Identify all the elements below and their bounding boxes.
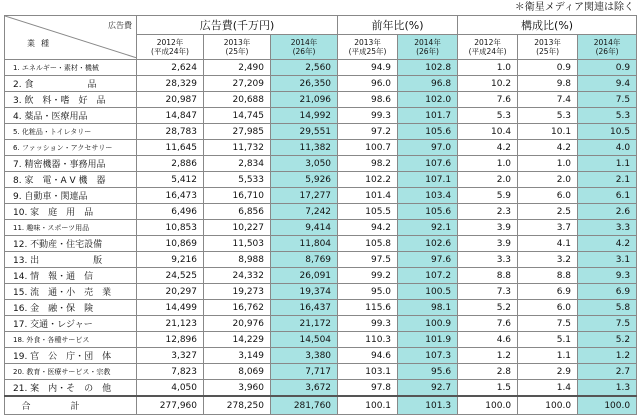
value-cell: 95.6	[398, 364, 458, 380]
value-cell: 19,374	[271, 284, 338, 300]
value-cell: 17,277	[271, 188, 338, 204]
value-cell: 7.4	[518, 92, 578, 108]
value-cell: 100.0	[578, 396, 637, 415]
value-cell: 103.1	[338, 364, 398, 380]
value-cell: 5.3	[458, 108, 518, 124]
value-cell: 102.8	[398, 60, 458, 76]
value-cell: 28,783	[137, 124, 204, 140]
industry-label: 7. 精密機器・事務用品	[5, 156, 137, 172]
group-header-composition: 構成比(%)	[458, 16, 637, 35]
total-label: 合計	[5, 396, 137, 415]
table-row	[5, 380, 637, 397]
industry-label: 20. 教育・医療サービス・宗教	[5, 364, 137, 380]
value-cell: 7.5	[578, 92, 637, 108]
value-cell: 2.0	[458, 172, 518, 188]
industry-label: 5. 化粧品・トイレタリー	[5, 124, 137, 140]
value-cell: 278,250	[204, 396, 271, 415]
value-cell: 100.5	[398, 284, 458, 300]
value-cell: 6.0	[518, 188, 578, 204]
value-cell: 10.4	[458, 124, 518, 140]
value-cell: 3.3	[458, 252, 518, 268]
value-cell: 7.5	[518, 316, 578, 332]
value-cell: 98.6	[338, 92, 398, 108]
value-cell: 2.5	[518, 204, 578, 220]
value-cell: 3.9	[458, 236, 518, 252]
value-cell: 107.1	[398, 172, 458, 188]
value-cell: 5,412	[137, 172, 204, 188]
value-cell: 11,645	[137, 140, 204, 156]
table-row	[5, 108, 637, 124]
value-cell: 5.2	[458, 300, 518, 316]
value-cell: 105.6	[398, 124, 458, 140]
value-cell: 5.2	[578, 332, 637, 348]
industry-label: 13. 出 版	[5, 252, 137, 268]
value-cell: 20,976	[204, 316, 271, 332]
value-cell: 3,327	[137, 348, 204, 364]
sub-header-era: (26年)	[292, 47, 316, 56]
value-cell: 14,847	[137, 108, 204, 124]
value-cell: 97.5	[338, 252, 398, 268]
value-cell: 2.9	[518, 364, 578, 380]
table-row	[5, 188, 637, 204]
value-cell: 101.9	[398, 332, 458, 348]
value-cell: 101.3	[398, 396, 458, 415]
industry-label: 11. 趣味・スポーツ用品	[5, 220, 137, 236]
value-cell: 105.6	[398, 204, 458, 220]
value-cell: 6.0	[518, 300, 578, 316]
table-row	[5, 364, 637, 380]
value-cell: 94.6	[338, 348, 398, 364]
value-cell: 99.3	[338, 316, 398, 332]
industry-label: 12. 不動産・住宅設備	[5, 236, 137, 252]
value-cell: 14,992	[271, 108, 338, 124]
industry-label: 16. 金 融・保 険	[5, 300, 137, 316]
sub-header-year: 2013年	[534, 38, 561, 47]
table-body	[5, 60, 637, 415]
value-cell: 6.1	[578, 188, 637, 204]
value-cell: 4.6	[458, 332, 518, 348]
value-cell: 14,229	[204, 332, 271, 348]
value-cell: 6.9	[578, 284, 637, 300]
value-cell: 0.9	[578, 60, 637, 76]
value-cell: 10.5	[578, 124, 637, 140]
value-cell: 0.9	[518, 60, 578, 76]
value-cell: 99.2	[338, 268, 398, 284]
value-cell: 98.2	[338, 156, 398, 172]
value-cell: 5,533	[204, 172, 271, 188]
value-cell: 10.2	[458, 76, 518, 92]
value-cell: 4.1	[518, 236, 578, 252]
value-cell: 2,886	[137, 156, 204, 172]
table-row	[5, 124, 637, 140]
value-cell: 2.0	[518, 172, 578, 188]
value-cell: 110.3	[338, 332, 398, 348]
value-cell: 10,853	[137, 220, 204, 236]
value-cell: 10.1	[518, 124, 578, 140]
table-row	[5, 236, 637, 252]
value-cell: 19,273	[204, 284, 271, 300]
corner-label-industry: 業種	[27, 39, 55, 48]
value-cell: 1.2	[458, 348, 518, 364]
table-row	[5, 204, 637, 220]
value-cell: 10,227	[204, 220, 271, 236]
value-cell: 1.3	[578, 380, 637, 397]
value-cell: 8.8	[518, 268, 578, 284]
value-cell: 3.3	[578, 220, 637, 236]
value-cell: 2,490	[204, 60, 271, 76]
value-cell: 3,149	[204, 348, 271, 364]
table-row	[5, 156, 637, 172]
value-cell: 7,242	[271, 204, 338, 220]
value-cell: 7.5	[578, 316, 637, 332]
value-cell: 107.3	[398, 348, 458, 364]
value-cell: 4.2	[458, 140, 518, 156]
value-cell: 14,504	[271, 332, 338, 348]
value-cell: 4.2	[578, 236, 637, 252]
table-row	[5, 348, 637, 364]
ad-expenditure-table	[4, 15, 637, 415]
value-cell: 1.2	[578, 348, 637, 364]
value-cell: 1.0	[518, 156, 578, 172]
table-row	[5, 284, 637, 300]
sub-header-cell	[137, 35, 204, 60]
sub-header-era: (平成25年)	[348, 47, 387, 56]
value-cell: 1.5	[458, 380, 518, 397]
value-cell: 16,437	[271, 300, 338, 316]
value-cell: 115.6	[338, 300, 398, 316]
footnote-satellite-excluded: ＊衛星メディア関連は除く	[514, 2, 634, 13]
value-cell: 29,551	[271, 124, 338, 140]
value-cell: 94.2	[338, 220, 398, 236]
value-cell: 5.3	[518, 108, 578, 124]
value-cell: 100.0	[458, 396, 518, 415]
sub-header-era: (平成24年)	[151, 47, 189, 56]
value-cell: 24,332	[204, 268, 271, 284]
value-cell: 5.9	[458, 188, 518, 204]
industry-label: 15. 流 通・小 売 業	[5, 284, 137, 300]
value-cell: 105.5	[338, 204, 398, 220]
value-cell: 21,172	[271, 316, 338, 332]
value-cell: 98.1	[398, 300, 458, 316]
value-cell: 100.9	[398, 316, 458, 332]
value-cell: 95.0	[338, 284, 398, 300]
value-cell: 94.9	[338, 60, 398, 76]
value-cell: 105.8	[338, 236, 398, 252]
value-cell: 14,745	[204, 108, 271, 124]
value-cell: 100.1	[338, 396, 398, 415]
value-cell: 3,050	[271, 156, 338, 172]
value-cell: 277,960	[137, 396, 204, 415]
value-cell: 97.8	[338, 380, 398, 397]
value-cell: 97.2	[338, 124, 398, 140]
value-cell: 5.8	[578, 300, 637, 316]
value-cell: 2,834	[204, 156, 271, 172]
sub-header-era: (26年)	[416, 47, 439, 56]
value-cell: 20,297	[137, 284, 204, 300]
value-cell: 100.0	[518, 396, 578, 415]
sub-header-year: 2012年	[156, 38, 184, 47]
sub-header-cell	[518, 35, 578, 60]
value-cell: 2.1	[578, 172, 637, 188]
sub-header-year: 2014年	[593, 38, 621, 47]
sub-header-year: 2013年	[223, 38, 251, 47]
value-cell: 4.2	[518, 140, 578, 156]
table-row	[5, 300, 637, 316]
value-cell: 2.8	[458, 364, 518, 380]
value-cell: 16,762	[204, 300, 271, 316]
value-cell: 21,096	[271, 92, 338, 108]
sub-header-cell	[398, 35, 458, 60]
value-cell: 1.0	[458, 60, 518, 76]
sub-header-year: 2014年	[290, 38, 318, 47]
value-cell: 5.1	[518, 332, 578, 348]
value-cell: 2,560	[271, 60, 338, 76]
sub-header-era: (25年)	[225, 47, 249, 56]
value-cell: 6,496	[137, 204, 204, 220]
industry-label: 3. 飲 料・嗜 好 品	[5, 92, 137, 108]
value-cell: 20,987	[137, 92, 204, 108]
value-cell: 11,732	[204, 140, 271, 156]
industry-label: 19. 官 公 庁・団 体	[5, 348, 137, 364]
table-row	[5, 76, 637, 92]
value-cell: 4.0	[578, 140, 637, 156]
value-cell: 3,672	[271, 380, 338, 397]
table-row	[5, 332, 637, 348]
sub-header-cell	[204, 35, 271, 60]
group-header-yoy: 前年比(%)	[338, 16, 458, 35]
value-cell: 3.7	[518, 220, 578, 236]
value-cell: 7.6	[458, 92, 518, 108]
industry-label: 6. ファッション・アクセサリー	[5, 140, 137, 156]
value-cell: 99.3	[338, 108, 398, 124]
value-cell: 7.6	[458, 316, 518, 332]
sub-header-cell	[458, 35, 518, 60]
value-cell: 2.3	[458, 204, 518, 220]
table-row	[5, 60, 637, 76]
sub-header-era: (26年)	[595, 47, 619, 56]
value-cell: 28,329	[137, 76, 204, 92]
industry-label: 4. 薬品・医療用品	[5, 108, 137, 124]
sub-header-year: 2014年	[414, 38, 441, 47]
value-cell: 3,380	[271, 348, 338, 364]
sub-header-cell	[271, 35, 338, 60]
sub-header-era: (平成24年)	[468, 47, 507, 56]
table-row	[5, 92, 637, 108]
value-cell: 100.7	[338, 140, 398, 156]
value-cell: 16,473	[137, 188, 204, 204]
value-cell: 3.2	[518, 252, 578, 268]
value-cell: 4,050	[137, 380, 204, 397]
industry-label: 10. 家 庭 用 品	[5, 204, 137, 220]
table-row	[5, 268, 637, 284]
value-cell: 1.4	[518, 380, 578, 397]
value-cell: 7,823	[137, 364, 204, 380]
value-cell: 7,717	[271, 364, 338, 380]
value-cell: 2.6	[578, 204, 637, 220]
value-cell: 9.4	[578, 76, 637, 92]
value-cell: 20,688	[204, 92, 271, 108]
value-cell: 26,091	[271, 268, 338, 284]
table-row	[5, 316, 637, 332]
value-cell: 11,804	[271, 236, 338, 252]
value-cell: 8.8	[458, 268, 518, 284]
value-cell: 101.7	[398, 108, 458, 124]
value-cell: 281,760	[271, 396, 338, 415]
sub-header-year: 2013年	[354, 38, 381, 47]
value-cell: 1.1	[518, 348, 578, 364]
value-cell: 3.9	[458, 220, 518, 236]
value-cell: 27,985	[204, 124, 271, 140]
industry-label: 14. 情 報・通 信	[5, 268, 137, 284]
value-cell: 102.0	[398, 92, 458, 108]
value-cell: 102.6	[398, 236, 458, 252]
industry-label: 8. 家 電・A V 機 器	[5, 172, 137, 188]
industry-label: 1. エネルギー・素材・機械	[5, 60, 137, 76]
header-corner	[5, 16, 137, 60]
table-row	[5, 252, 637, 268]
industry-label: 9. 自動車・関連品	[5, 188, 137, 204]
value-cell: 9.8	[518, 76, 578, 92]
value-cell: 6,856	[204, 204, 271, 220]
value-cell: 1.0	[458, 156, 518, 172]
value-cell: 9.3	[578, 268, 637, 284]
value-cell: 107.6	[398, 156, 458, 172]
value-cell: 103.4	[398, 188, 458, 204]
industry-label: 21. 案 内・そ の 他	[5, 380, 137, 397]
value-cell: 8,069	[204, 364, 271, 380]
sub-header-cell	[578, 35, 637, 60]
value-cell: 5.3	[578, 108, 637, 124]
value-cell: 12,896	[137, 332, 204, 348]
value-cell: 11,503	[204, 236, 271, 252]
value-cell: 8,988	[204, 252, 271, 268]
value-cell: 6.9	[518, 284, 578, 300]
value-cell: 101.4	[338, 188, 398, 204]
value-cell: 2,624	[137, 60, 204, 76]
value-cell: 96.0	[338, 76, 398, 92]
value-cell: 3,960	[204, 380, 271, 397]
industry-label: 17. 交通・レジャー	[5, 316, 137, 332]
value-cell: 3.1	[578, 252, 637, 268]
value-cell: 9,216	[137, 252, 204, 268]
table-row	[5, 172, 637, 188]
value-cell: 24,525	[137, 268, 204, 284]
value-cell: 107.2	[398, 268, 458, 284]
value-cell: 7.3	[458, 284, 518, 300]
value-cell: 2.7	[578, 364, 637, 380]
value-cell: 92.7	[398, 380, 458, 397]
total-row	[5, 396, 637, 415]
value-cell: 11,382	[271, 140, 338, 156]
sub-header-cell	[338, 35, 398, 60]
value-cell: 8,769	[271, 252, 338, 268]
sub-header-era: (25年)	[536, 47, 559, 56]
value-cell: 14,499	[137, 300, 204, 316]
value-cell: 102.2	[338, 172, 398, 188]
group-header-adspend: 広告費(千万円)	[137, 16, 338, 35]
value-cell: 96.8	[398, 76, 458, 92]
table-row	[5, 220, 637, 236]
value-cell: 27,209	[204, 76, 271, 92]
value-cell: 1.1	[578, 156, 637, 172]
sub-header-year: 2012年	[474, 38, 501, 47]
value-cell: 21,123	[137, 316, 204, 332]
value-cell: 97.6	[398, 252, 458, 268]
table-row	[5, 140, 637, 156]
value-cell: 26,350	[271, 76, 338, 92]
value-cell: 9,414	[271, 220, 338, 236]
industry-label: 2. 食 品	[5, 76, 137, 92]
value-cell: 92.1	[398, 220, 458, 236]
corner-label-adspend: 広告費	[108, 21, 132, 30]
value-cell: 16,710	[204, 188, 271, 204]
value-cell: 97.0	[398, 140, 458, 156]
industry-label: 18. 外食・各種サービス	[5, 332, 137, 348]
value-cell: 5,926	[271, 172, 338, 188]
value-cell: 10,869	[137, 236, 204, 252]
